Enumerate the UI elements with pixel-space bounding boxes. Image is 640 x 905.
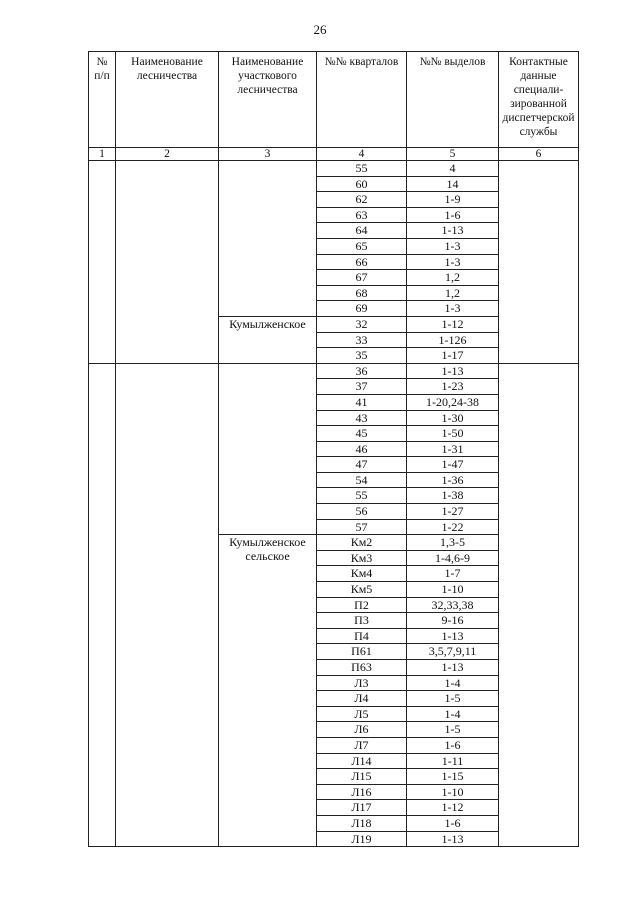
kvartal-cell: Км5 bbox=[317, 582, 407, 598]
kvartal-cell: Л5 bbox=[317, 706, 407, 722]
vydel-cell: 1-17 bbox=[407, 348, 499, 364]
vydel-cell: 1-13 bbox=[407, 831, 499, 847]
page-number: 26 bbox=[313, 22, 327, 37]
vydel-cell: 1-13 bbox=[407, 628, 499, 644]
kvartal-cell: Л14 bbox=[317, 753, 407, 769]
vydel-cell: 1-30 bbox=[407, 410, 499, 426]
uchastkovoe-cell bbox=[219, 161, 317, 317]
vydel-cell: 1-3 bbox=[407, 254, 499, 270]
header-num: № п/п bbox=[89, 52, 116, 148]
kvartal-cell: 36 bbox=[317, 363, 407, 379]
header-row bbox=[89, 52, 579, 148]
kvartal-cell: 32 bbox=[317, 316, 407, 332]
kvartal-cell: 62 bbox=[317, 192, 407, 208]
table-row bbox=[89, 363, 579, 379]
kvartal-cell: П3 bbox=[317, 613, 407, 629]
kvartal-cell: Л15 bbox=[317, 769, 407, 785]
kvartal-cell: 45 bbox=[317, 426, 407, 442]
kvartal-cell: 57 bbox=[317, 519, 407, 535]
vydel-cell: 1-12 bbox=[407, 800, 499, 816]
vydel-cell: 1-13 bbox=[407, 223, 499, 239]
vydel-cell: 1-6 bbox=[407, 815, 499, 831]
kvartal-cell: Л18 bbox=[317, 815, 407, 831]
forest-areas-table bbox=[88, 51, 579, 847]
vydel-cell: 1-12 bbox=[407, 316, 499, 332]
vydel-cell: 1,2 bbox=[407, 270, 499, 286]
lesnichestvo-cell bbox=[116, 161, 219, 364]
kvartal-cell: 69 bbox=[317, 301, 407, 317]
vydel-cell: 1-7 bbox=[407, 566, 499, 582]
column-number: 4 bbox=[317, 148, 407, 161]
header-kvartaly: №№ кварталов bbox=[317, 52, 407, 148]
kvartal-cell: 56 bbox=[317, 504, 407, 520]
uchastkovoe-cell: Кумылженское bbox=[219, 316, 317, 363]
vydel-cell: 1-13 bbox=[407, 363, 499, 379]
kvartal-cell: Л3 bbox=[317, 675, 407, 691]
kvartal-cell: П2 bbox=[317, 597, 407, 613]
vydel-cell: 1,2 bbox=[407, 285, 499, 301]
kvartal-cell: Л4 bbox=[317, 691, 407, 707]
header-uchastkovoe: Наименование участкового лесничества bbox=[219, 52, 317, 148]
kvartal-cell: 41 bbox=[317, 394, 407, 410]
kvartal-cell: Л17 bbox=[317, 800, 407, 816]
vydel-cell: 1-3 bbox=[407, 301, 499, 317]
vydel-cell: 1-38 bbox=[407, 488, 499, 504]
kvartal-cell: 67 bbox=[317, 270, 407, 286]
contacts-cell bbox=[499, 161, 579, 364]
vydel-cell: 1-4 bbox=[407, 675, 499, 691]
lesnichestvo-cell bbox=[116, 363, 219, 846]
kvartal-cell: 55 bbox=[317, 161, 407, 177]
vydel-cell: 1-36 bbox=[407, 472, 499, 488]
vydel-cell: 1-10 bbox=[407, 582, 499, 598]
vydel-cell: 1-23 bbox=[407, 379, 499, 395]
kvartal-cell: Км2 bbox=[317, 535, 407, 551]
column-number: 5 bbox=[407, 148, 499, 161]
kvartal-cell: 35 bbox=[317, 348, 407, 364]
vydel-cell: 1-5 bbox=[407, 691, 499, 707]
num-cell bbox=[89, 161, 116, 364]
kvartal-cell: 33 bbox=[317, 332, 407, 348]
column-number: 1 bbox=[89, 148, 116, 161]
kvartal-cell: 55 bbox=[317, 488, 407, 504]
vydel-cell: 1-47 bbox=[407, 457, 499, 473]
vydel-cell: 1-22 bbox=[407, 519, 499, 535]
vydel-cell: 1-15 bbox=[407, 769, 499, 785]
num-cell bbox=[89, 363, 116, 846]
kvartal-cell: Л19 bbox=[317, 831, 407, 847]
header-contacts: Контактные данные специали-зированной диспетчерской службы bbox=[499, 52, 579, 148]
kvartal-cell: 46 bbox=[317, 441, 407, 457]
kvartal-cell: Км4 bbox=[317, 566, 407, 582]
kvartal-cell: 37 bbox=[317, 379, 407, 395]
column-number-row bbox=[89, 148, 579, 161]
kvartal-cell: 66 bbox=[317, 254, 407, 270]
kvartal-cell: 68 bbox=[317, 285, 407, 301]
kvartal-cell: Л6 bbox=[317, 722, 407, 738]
vydel-cell: 1-126 bbox=[407, 332, 499, 348]
vydel-cell: 1-11 bbox=[407, 753, 499, 769]
kvartal-cell: 47 bbox=[317, 457, 407, 473]
kvartal-cell: П61 bbox=[317, 644, 407, 660]
column-number: 2 bbox=[116, 148, 219, 161]
vydel-cell: 1-5 bbox=[407, 722, 499, 738]
column-number: 3 bbox=[219, 148, 317, 161]
uchastkovoe-cell bbox=[219, 363, 317, 535]
kvartal-cell: Л7 bbox=[317, 737, 407, 753]
vydel-cell: 1-3 bbox=[407, 238, 499, 254]
kvartal-cell: П4 bbox=[317, 628, 407, 644]
kvartal-cell: 63 bbox=[317, 207, 407, 223]
header-lesnichestvo: Наименование лесничества bbox=[116, 52, 219, 148]
table-row bbox=[89, 161, 579, 177]
uchastkovoe-cell: Кумылженское сельское bbox=[219, 535, 317, 847]
vydel-cell: 1-6 bbox=[407, 207, 499, 223]
vydel-cell: 9-16 bbox=[407, 613, 499, 629]
kvartal-cell: 64 bbox=[317, 223, 407, 239]
vydel-cell: 1-27 bbox=[407, 504, 499, 520]
vydel-cell: 4 bbox=[407, 161, 499, 177]
kvartal-cell: 43 bbox=[317, 410, 407, 426]
contacts-cell bbox=[499, 363, 579, 846]
vydel-cell: 1-13 bbox=[407, 660, 499, 676]
vydel-cell: 1,3-5 bbox=[407, 535, 499, 551]
vydel-cell: 3,5,7,9,11 bbox=[407, 644, 499, 660]
column-number: 6 bbox=[499, 148, 579, 161]
vydel-cell: 1-50 bbox=[407, 426, 499, 442]
kvartal-cell: 65 bbox=[317, 238, 407, 254]
vydel-cell: 32,33,38 bbox=[407, 597, 499, 613]
vydel-cell: 1-20,24-38 bbox=[407, 394, 499, 410]
vydel-cell: 1-4,6-9 bbox=[407, 550, 499, 566]
kvartal-cell: Л16 bbox=[317, 784, 407, 800]
kvartal-cell: П63 bbox=[317, 660, 407, 676]
vydel-cell: 1-10 bbox=[407, 784, 499, 800]
kvartal-cell: Км3 bbox=[317, 550, 407, 566]
vydel-cell: 1-31 bbox=[407, 441, 499, 457]
vydel-cell: 14 bbox=[407, 176, 499, 192]
kvartal-cell: 54 bbox=[317, 472, 407, 488]
vydel-cell: 1-9 bbox=[407, 192, 499, 208]
vydel-cell: 1-6 bbox=[407, 737, 499, 753]
vydel-cell: 1-4 bbox=[407, 706, 499, 722]
kvartal-cell: 60 bbox=[317, 176, 407, 192]
header-vydely: №№ выделов bbox=[407, 52, 499, 148]
